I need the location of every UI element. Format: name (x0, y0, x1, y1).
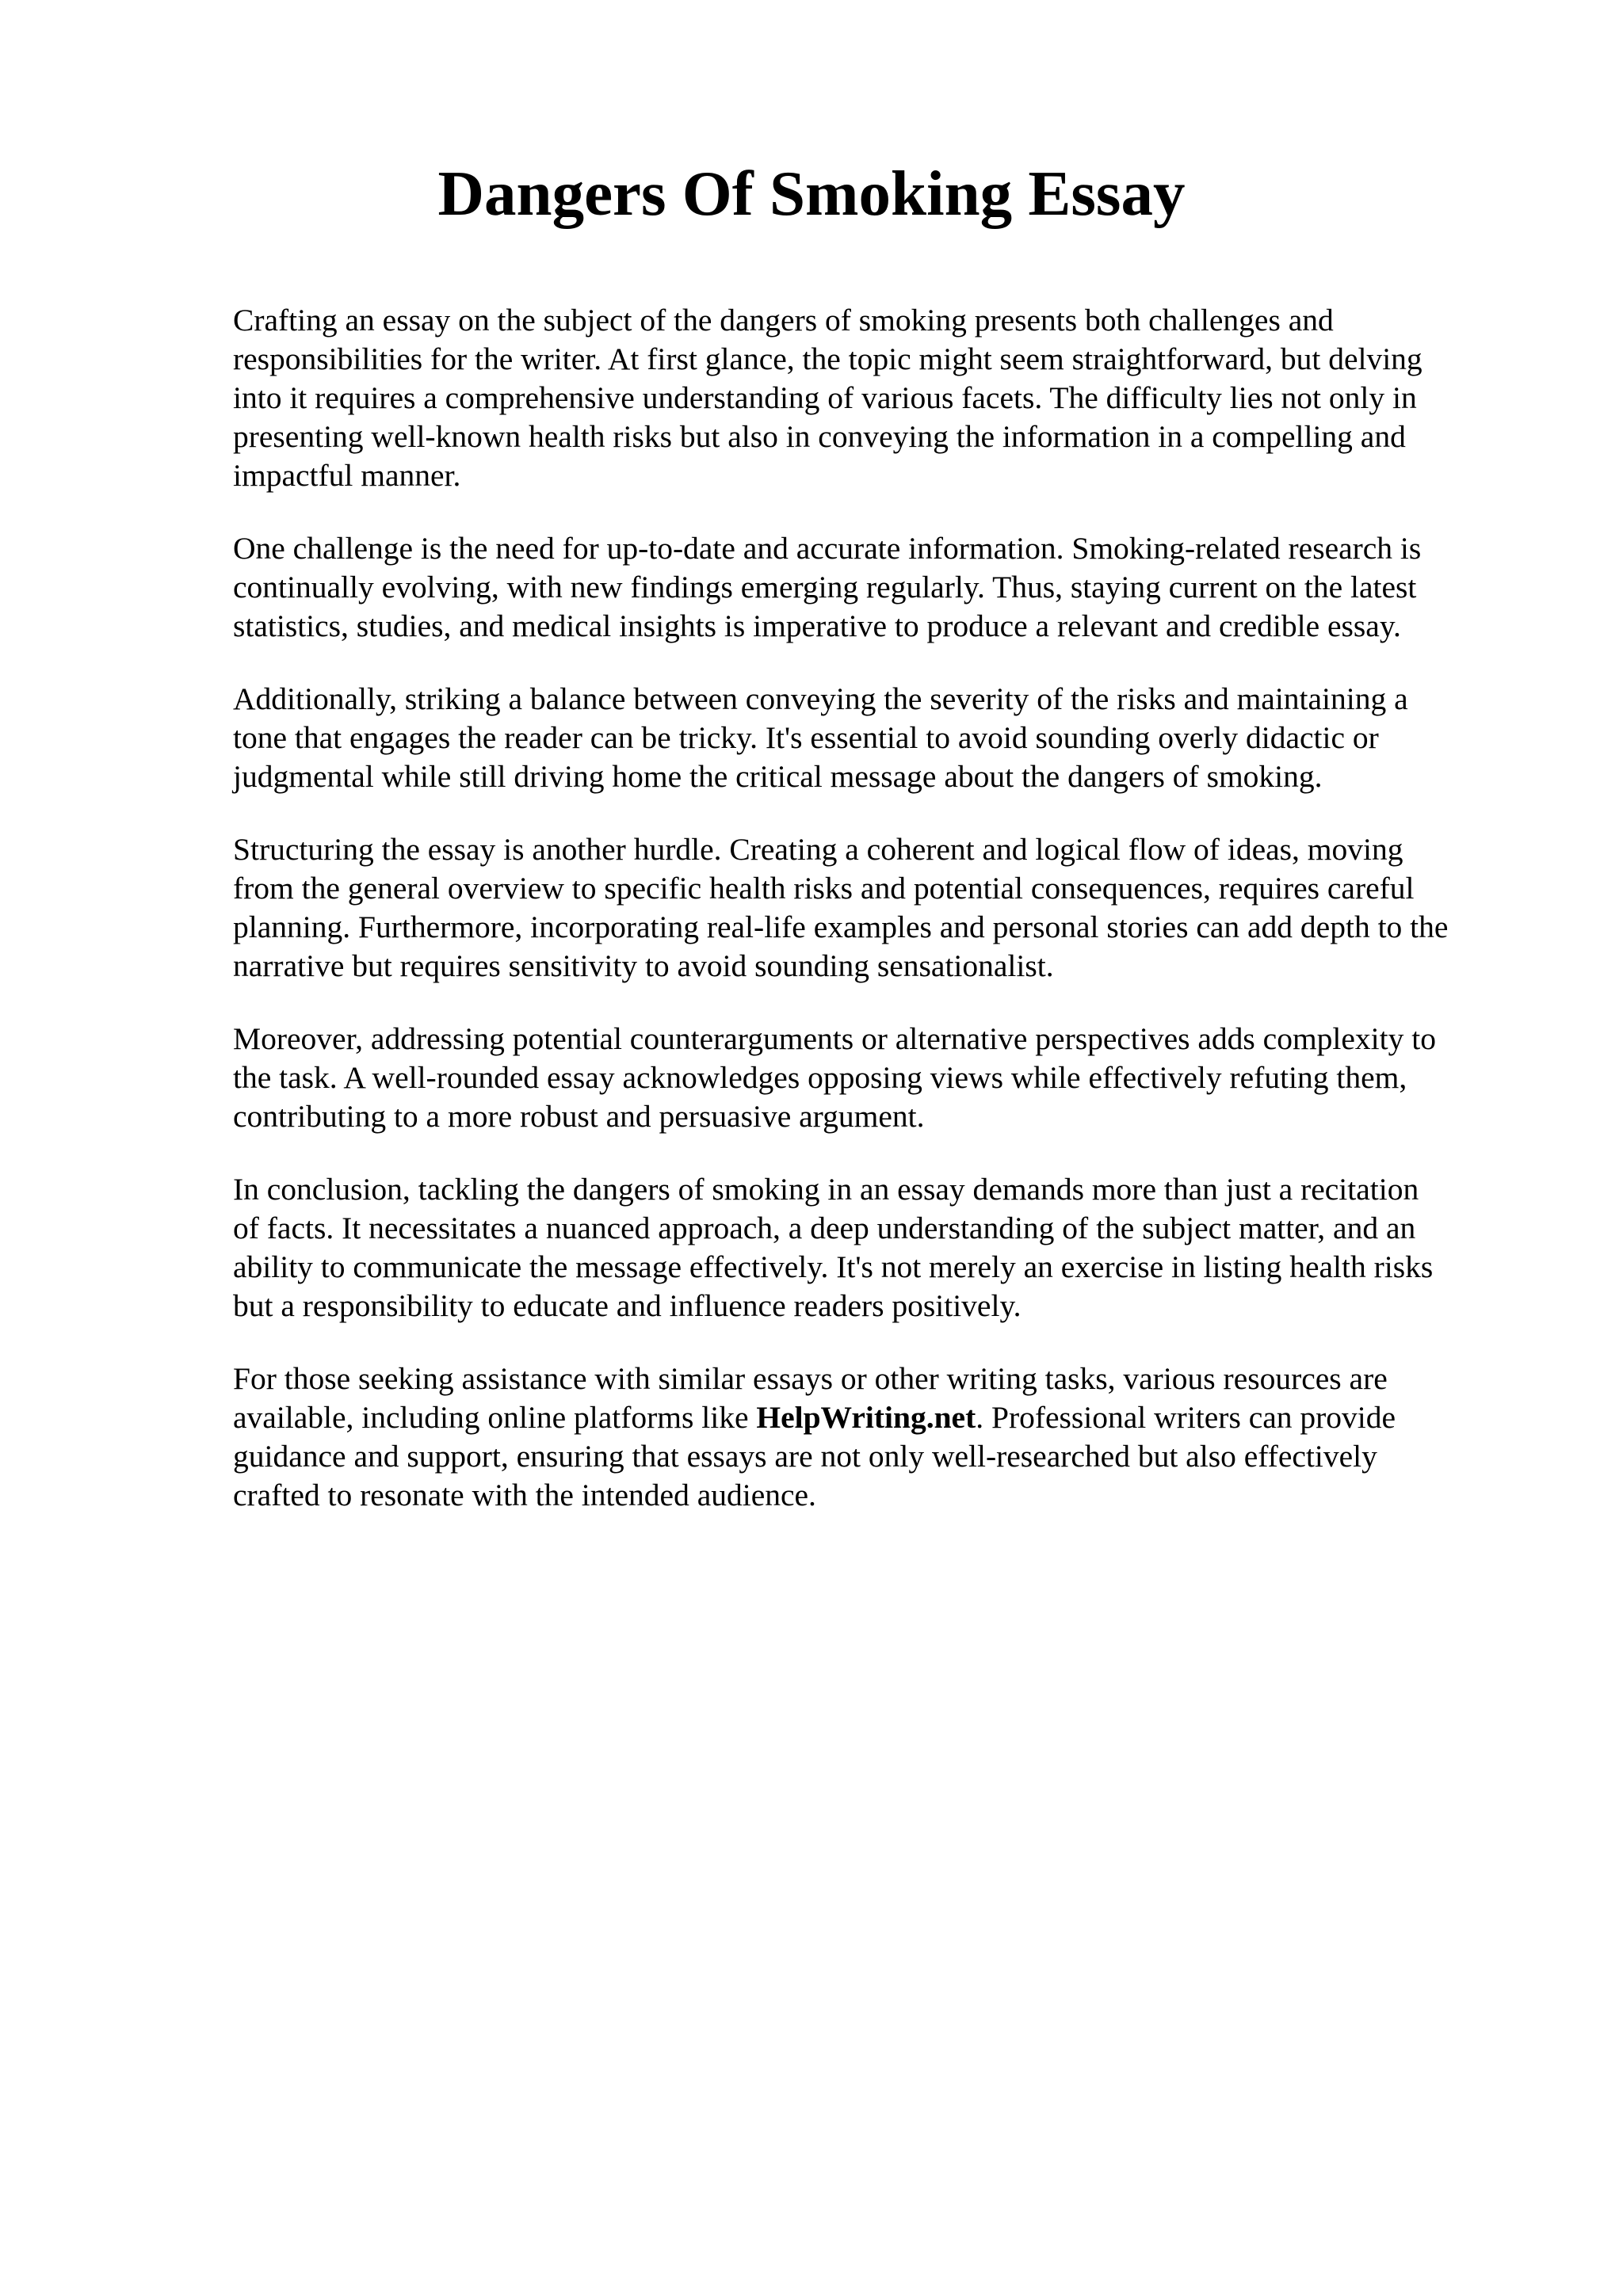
paragraph-structure (233, 830, 1533, 986)
paragraph-line: Crafting an essay on the subject of the dangers of smoking presents both challenges and (233, 303, 1334, 338)
paragraph-line: planning. Furthermore, incorporating real-life examples and personal stories can add depth to the (233, 910, 1449, 944)
paragraph-line: tone that engages the reader can be tricky. It's essential to avoid sounding overly didactic or (233, 720, 1379, 755)
paragraph-line: Structuring the essay is another hurdle. Creating a coherent and logical flow of ideas, moving (233, 832, 1403, 867)
line-text: . Professional writers can provide (976, 1400, 1396, 1435)
paragraph-line: statistics, studies, and medical insights is imperative to produce a relevant and credible essay. (233, 608, 1401, 643)
paragraph-line: responsibilities for the writer. At first glance, the topic might seem straightforward, but delving (233, 341, 1423, 376)
paragraph-line: into it requires a comprehensive understanding of various facets. The difficulty lies not only in (233, 380, 1417, 415)
paragraph-line: presenting well-known health risks but also in conveying the information in a compelling and (233, 419, 1406, 454)
paragraph-line: ability to communicate the message effectively. It's not merely an exercise in listing health risks (233, 1249, 1434, 1284)
paragraph-line: judgmental while still driving home the critical message about the dangers of smoking. (233, 759, 1323, 794)
paragraph-line: crafted to resonate with the intended audience. (233, 1478, 816, 1512)
paragraph-line: guidance and support, ensuring that essays are not only well-researched but also effectively (233, 1439, 1377, 1474)
paragraph-line (233, 1398, 1533, 1437)
paragraph-line: impactful manner. (233, 458, 461, 493)
line-text: available, including online platforms like (233, 1400, 757, 1435)
document-title: Dangers Of Smoking Essay (437, 158, 1186, 229)
paragraph-line: of facts. It necessitates a nuanced approach, a deep understanding of the subject matter, and an (233, 1211, 1416, 1245)
paragraph-intro (233, 301, 1533, 495)
paragraph-line: from the general overview to specific health risks and potential consequences, requires careful (233, 871, 1415, 906)
paragraph-line: but a responsibility to educate and influence readers positively. (233, 1288, 1022, 1323)
paragraph-line: In conclusion, tackling the dangers of smoking in an essay demands more than just a recitation (233, 1172, 1419, 1207)
helpwriting-link[interactable]: HelpWriting.net (756, 1400, 976, 1435)
paragraph-line: Moreover, addressing potential counterarguments or alternative perspectives adds complexity to (233, 1021, 1436, 1056)
paragraph-counterarguments (233, 1020, 1533, 1136)
paragraph-line: Additionally, striking a balance between conveying the severity of the risks and maintaining a (233, 681, 1408, 716)
paragraph-resources (233, 1360, 1533, 1515)
paragraph-information (233, 529, 1533, 646)
paragraph-line: narrative but requires sensitivity to avoid sounding sensationalist. (233, 948, 1054, 983)
paragraph-line: One challenge is the need for up-to-date and accurate information. Smoking-related research is (233, 531, 1422, 566)
paragraph-conclusion (233, 1170, 1533, 1325)
paragraph-line: continually evolving, with new findings emerging regularly. Thus, staying current on the latest (233, 570, 1417, 605)
paragraph-line: the task. A well-rounded essay acknowledges opposing views while effectively refuting them, (233, 1060, 1407, 1095)
paragraph-line: For those seeking assistance with similar essays or other writing tasks, various resources are (233, 1361, 1388, 1396)
paragraph-tone (233, 680, 1533, 796)
document-body (233, 301, 1533, 1549)
paragraph-line: contributing to a more robust and persuasive argument. (233, 1099, 925, 1134)
